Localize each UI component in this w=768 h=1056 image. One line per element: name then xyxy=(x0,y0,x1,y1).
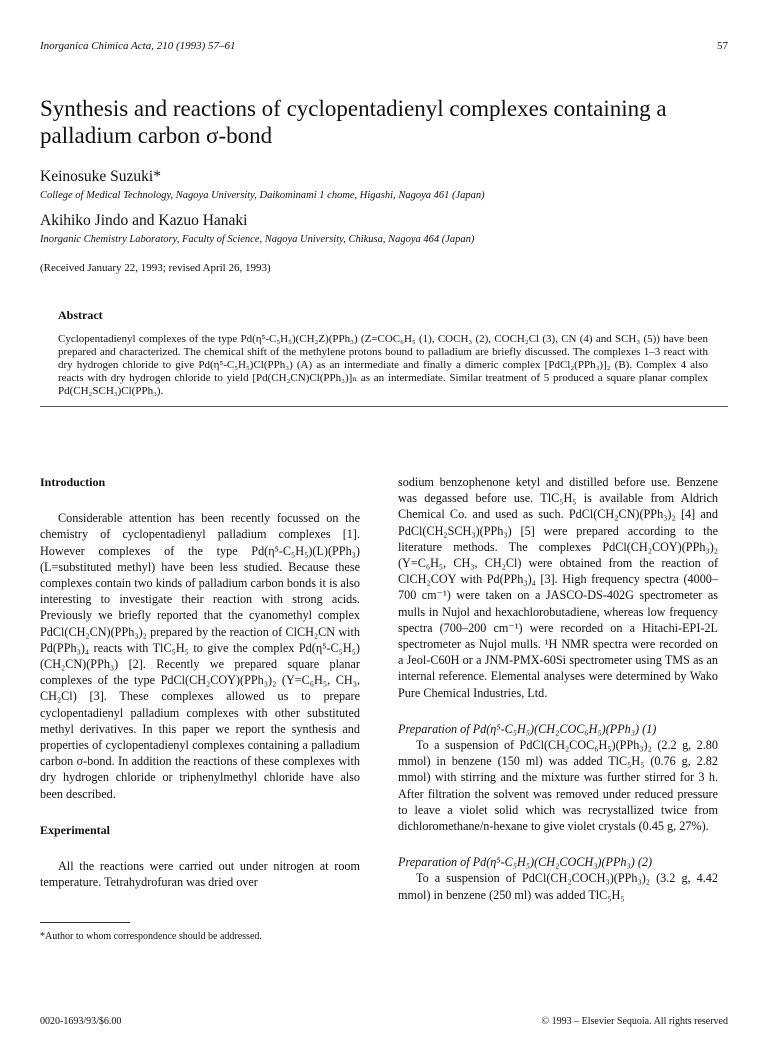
abstract-divider xyxy=(40,406,728,407)
journal-citation: Inorganica Chimica Acta, 210 (1993) 57–61 xyxy=(40,40,236,52)
author-line-1: Keinosuke Suzuki* xyxy=(40,168,161,185)
preparation-1-text: To a suspension of PdCl(CH₂COC₆H₅)(PPh₃)₂ (2.2 g, 2.80 mmol) in benzene (150 ml) was added TlC₅H₅ (0.76 g, 2.82 mmol) with stirring and the mixture was further stirred for 3 h. After filtration the solvent was removed under reduced pressure to leave a violet solid which was recrystallized twice from dichloromethane/n-hexane to give violet crystals (0.45 g, 27%). xyxy=(398,738,718,834)
correspondence-footnote: *Author to whom correspondence should be addressed. xyxy=(40,931,262,942)
received-dates: (Received January 22, 1993; revised April 26, 1993) xyxy=(40,262,271,274)
author-line-2: Akihiko Jindo and Kazuo Hanaki xyxy=(40,212,248,229)
introduction-heading: Introduction xyxy=(40,475,106,489)
page-number: 57 xyxy=(717,40,728,52)
footnote-rule xyxy=(40,922,130,923)
preparation-2-heading: Preparation of Pd(η⁵-C₅H₅)(CH₂COCH₃)(PPh₃) (2) xyxy=(398,855,653,870)
experimental-text: All the reactions were carried out under nitrogen at room temperature. Tetrahydrofuran was dried over xyxy=(40,859,360,890)
abstract-text: Cyclopentadienyl complexes of the type Pd(η⁵-C₅H₅)(CH₂Z)(PPh₃) (Z=COC₆H₅ (1), COCH₃ (2), COCH₂Cl (3), CN (4) and SCH₃ (5)) have been prepared and characterized. The chemical shift of the methylene protons bound to palladium are briefly discussed. The complexes 1–3 react with dry hydrogen chloride to give Pd(η⁵-C₅H₅)Cl(PPh₃) (A) as an intermediate and finally a dimeric complex [PdCl₂(PPh₃)]₂ (B). Complex 4 also reacts with dry hydrogen chloride to yield [Pd(CH₂CN)Cl(PPh₃)]ₙ as an intermediate. Similar treatment of 5 produced a square planar complex Pd(CH₂SCH₃)Cl(PPh₃). xyxy=(58,333,708,397)
preparation-1-heading: Preparation of Pd(η⁵-C₅H₅)(CH₂COC₆H₅)(PPh₃) (1) xyxy=(398,721,657,736)
article-title: Synthesis and reactions of cyclopentadienyl complexes containing a palladium carbon σ-bond xyxy=(40,96,667,148)
experimental-heading: Experimental xyxy=(40,822,110,837)
left-column xyxy=(40,474,360,890)
introduction-text: Considerable attention has been recently focussed on the chemistry of cyclopentadienyl palladium complexes [1]. However complexes of the type Pd(η⁵-C₅H₅)(L)(PPh₃) (L=substituted methyl) have been less studied. Because these complexes contain two kinds of palladium carbon bonds it is also interesting to investigate their reaction with strong acids. Previously we briefly reported that the cyanomethyl complex PdCl(CH₂CN)(PPh₃)₂ prepared by the reaction of ClCH₂CN with Pd(PPh₃)₄ reacts with TlC₅H₅ to give the complex Pd(η⁵-C₅H₅)(CH₂CN)(PPh₃) [2]. Recently we prepared square planar complexes of the type PdCl(CH₂COY)(PPh₃)₂ (Y=C₆H₅, CH₃, CH₂Cl) [3]. These complexes allowed us to prepare cyclopentadienyl palladium complexes with other substituted methyl derivatives. In this paper we report the synthesis and properties of cyclopentadienyl complexes containing a palladium carbon σ-bond. In addition the reactions of these complexes with dry hydrogen chloride or triphenylmethyl chloride have also been described. xyxy=(40,511,360,801)
methods-paragraph: sodium benzophenone ketyl and distilled before use. Benzene was degassed before use. TlC₅H₅ is available from Aldrich Chemical Co. and used as such. PdCl(CH₂CN)(PPh₃)₂ [4] and PdCl(CH₂SCH₃)(PPh₃) [5] were prepared according to the literature methods. The complexes PdCl(CH₂COY)(PPh₃)₂ (Y=C₆H₅, CH₃, CH₂Cl) were obtained from the reaction of ClCH₂COY with Pd(PPh₃)₄ [3]. High frequency spectra (4000–700 cm⁻¹) were taken on a JASCO-DS-402G spectrometer as mulls in Nujol and hexachlorobutadiene, whereas low frequency spectra (700–200 cm⁻¹) were recorded on a Hitachi-EPI-2L spectrometer as Nujol mulls. ¹H NMR spectra were recorded on a Jeol-C60H or a JNM-PMX-60Si spectrometer using TMS as an internal reference. Elemental analyses were determined by Wako Pure Chemical Industries, Ltd. xyxy=(398,475,718,700)
issn-code: 0020-1693/93/$6.00 xyxy=(40,1016,122,1027)
copyright-notice: © 1993 – Elsevier Sequoia. All rights reserved xyxy=(541,1016,728,1027)
affiliation-1: College of Medical Technology, Nagoya University, Daikominami 1 chome, Higashi, Nagoya 461 (Japan) xyxy=(40,190,485,201)
right-column xyxy=(398,474,718,903)
preparation-2-text: To a suspension of PdCl(CH₂COCH₃)(PPh₃)₂ (3.2 g, 4.42 mmol) in benzene (250 ml) was added TlC₅H₅ xyxy=(398,871,718,902)
affiliation-2: Inorganic Chemistry Laboratory, Faculty of Science, Nagoya University, Chikusa, Nagoya 464 (Japan) xyxy=(40,234,475,245)
abstract-heading: Abstract xyxy=(58,308,103,322)
